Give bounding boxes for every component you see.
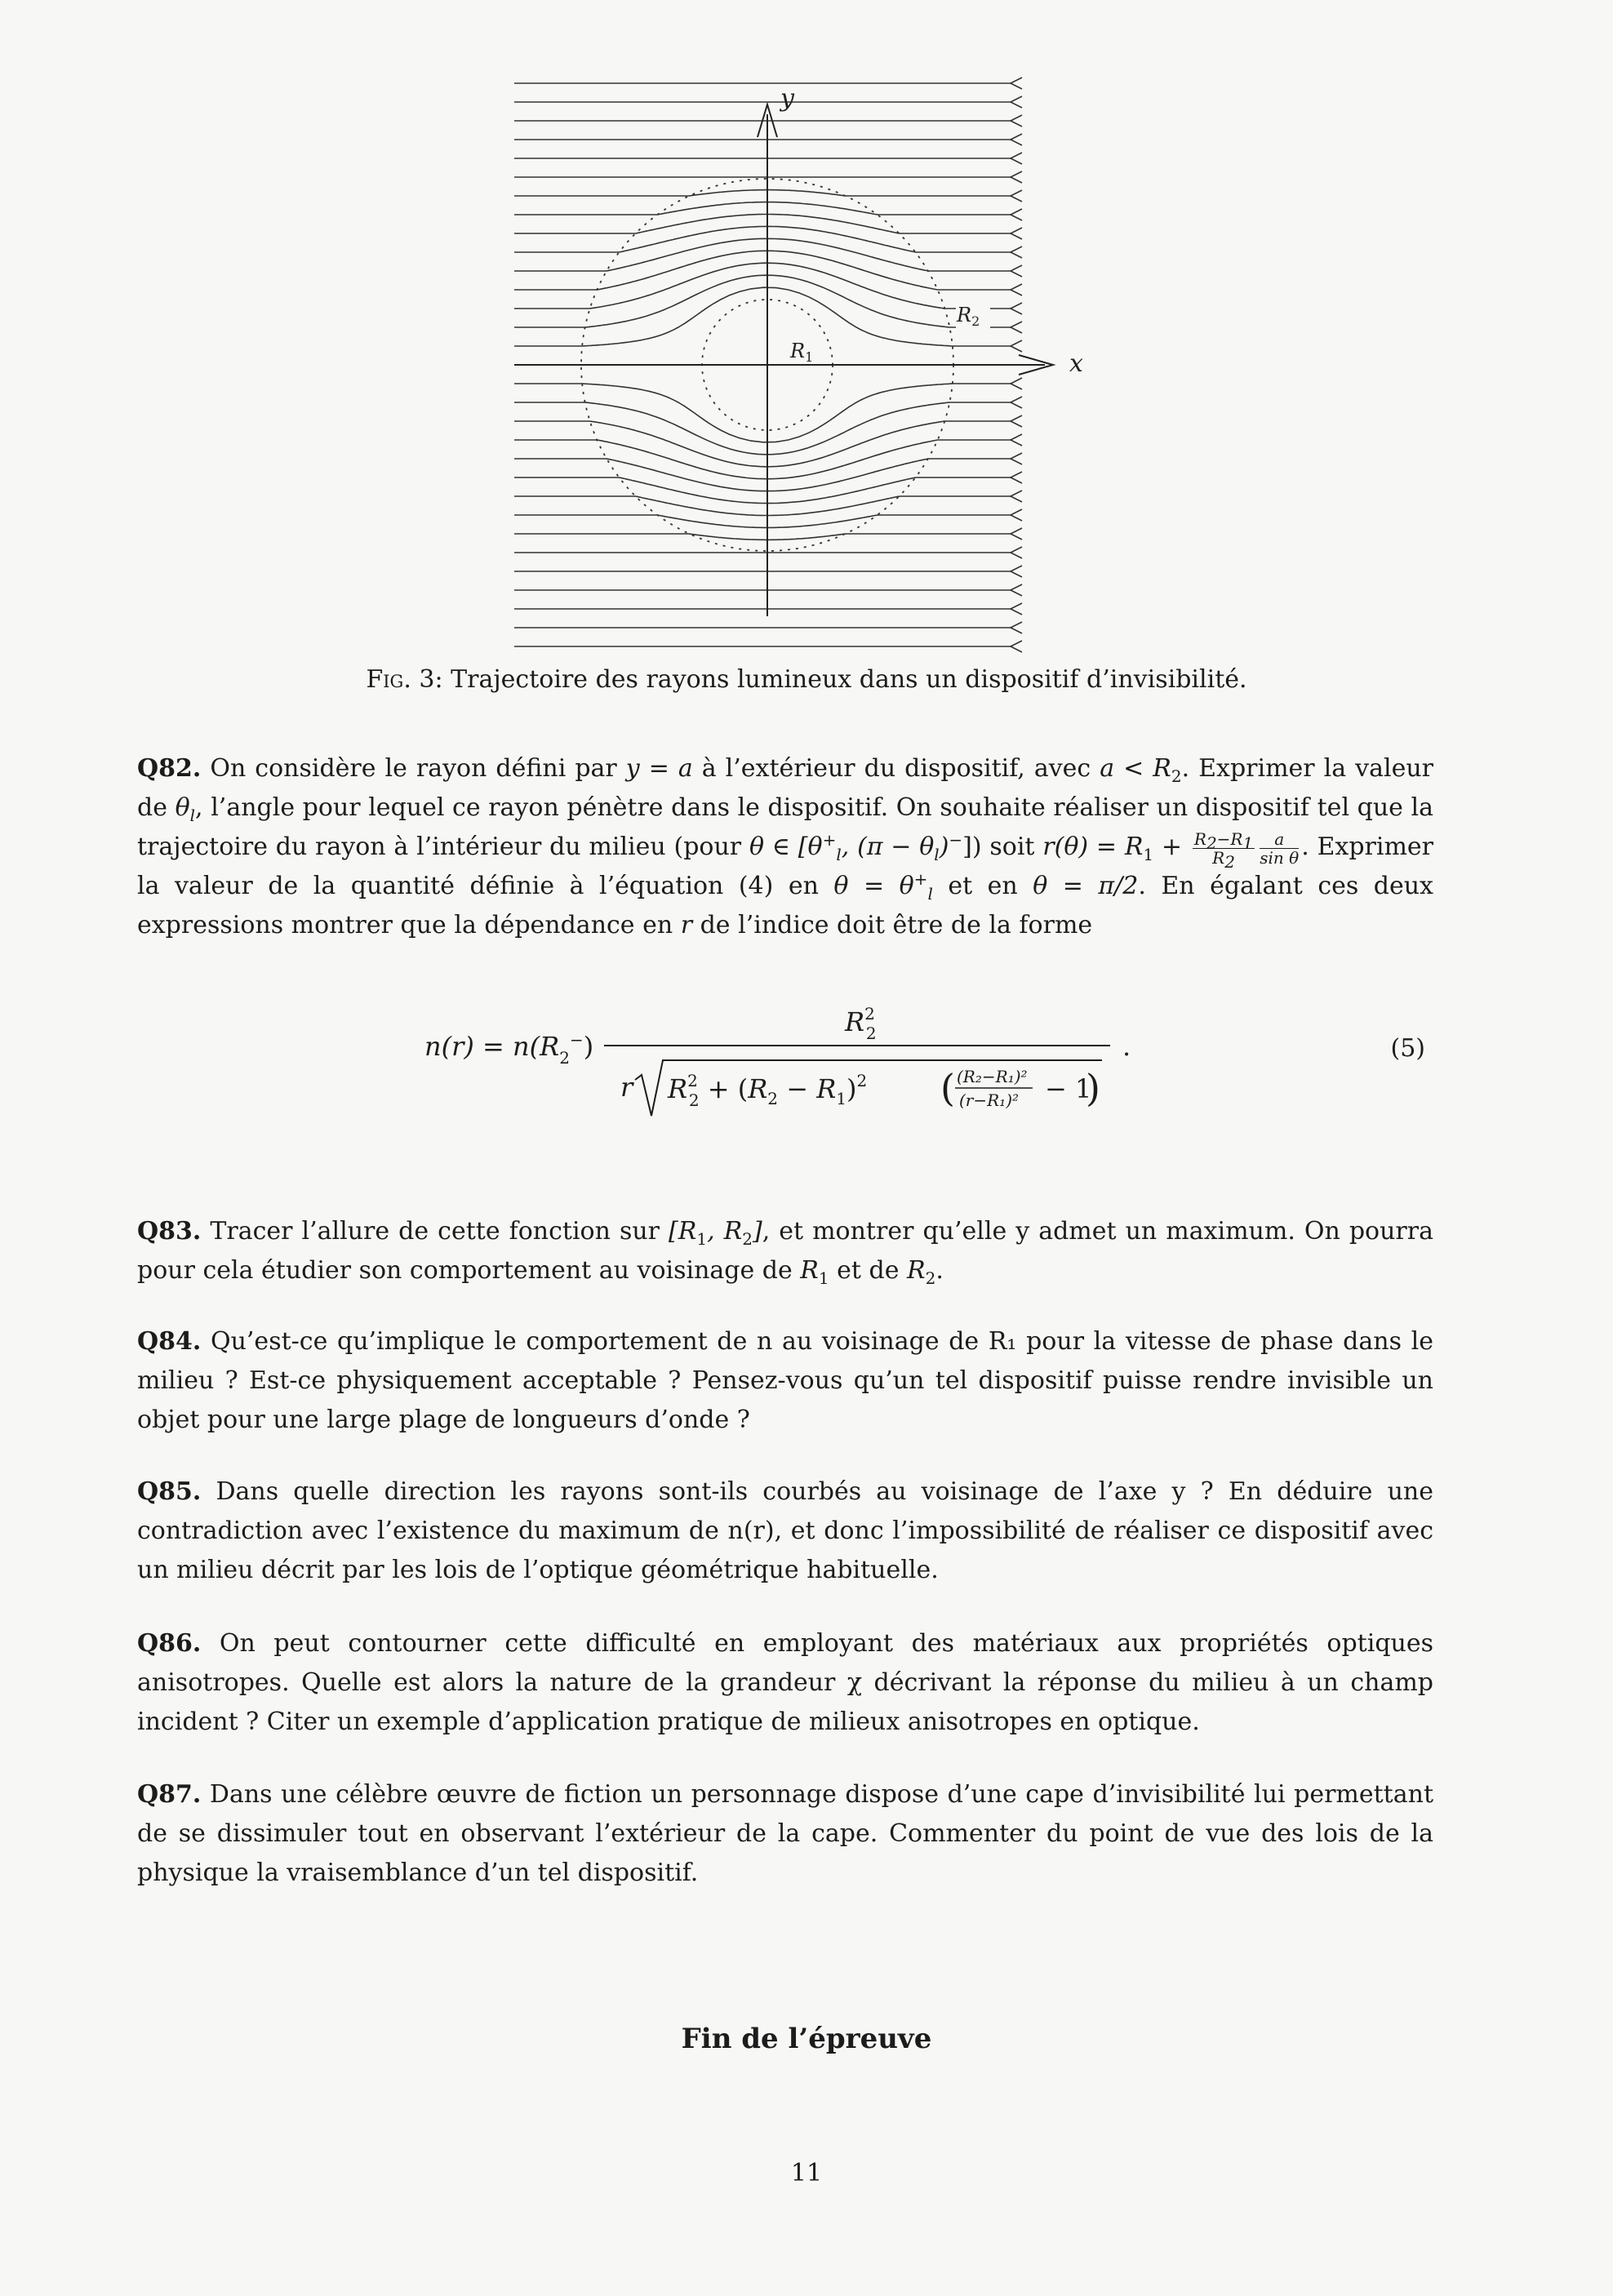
ray-arrow-icon	[1011, 134, 1022, 145]
light-ray	[514, 421, 1012, 467]
caption-text: Trajectoire des rayons lumineux dans un dispositif d’invisibilité.	[451, 665, 1247, 694]
ray-arrow-icon	[1011, 566, 1022, 577]
question-q84	[137, 1322, 1433, 1440]
question-id: Q82.	[137, 754, 202, 783]
light-ray	[514, 215, 1012, 234]
ray-arrow-icon	[1011, 322, 1022, 333]
q83-math: [R	[669, 1217, 697, 1246]
ray-arrow-icon	[1011, 584, 1022, 596]
light-ray	[514, 190, 1012, 196]
q83-text: et de	[829, 1256, 908, 1285]
q82-text: . Exprimer la valeur de	[137, 754, 1433, 822]
question-text: Dans quelle direction les rayons sont-ils courbés au voisinage de l’axe y ? En déduire une contradiction avec l’existence du maximum de n(r), et donc l’impossibilité de réaliser ce dispositif avec un milieu décrit par les lois de l’optique géométrique habituelle.	[137, 1477, 1433, 1584]
q83-math: , R	[707, 1217, 743, 1246]
question-q82: Q82. On considère le rayon défini par y = a à l’extérieur du dispositif, avec $a < R_2$. Exprimer la valeur de $\theta_l$, l’angle pour lequel ce rayon pénètre dans le dispositif. On souhaite réaliser un dispositif tel que la trajectoire du rayon à l’intérieur du milieu (pour θ ∈ [$\theta^+_l$, $(\pi - \theta_l)^-$]) soit $r(\theta) = R_1$ + $\frac{R_2-R_1}{R_2}$ $\frac{a}{\text{sin θ}}$ . Exprimer la valeur de la quantité définie à l’équation (4) en $\theta = \theta^+_l$ et en θ = π/2. En égalant ces deux expressions montrer que la dépendance en r de l’indice doit être de la forme	[137, 754, 1434, 939]
q82-text: à l’extérieur du dispositif, avec	[692, 754, 1100, 783]
q82-math: y = a	[625, 754, 693, 783]
ray-arrow-icon	[1011, 509, 1022, 521]
svg-text:r: r	[620, 1072, 633, 1103]
svg-text:): )	[1086, 1066, 1100, 1110]
label-r2-sub: 2	[971, 313, 980, 329]
ray-arrow-icon	[1011, 547, 1022, 558]
ray-arrow-icon	[1011, 171, 1022, 183]
ray-arrow-icon	[1011, 115, 1022, 127]
question-text: On peut contourner cette difficulté en employant des matériaux aux propriétés optiques anisotropes. Quelle est alors la nature de la grandeur χ décrivant la réponse du milieu à un champ incident ? Citer un exemple d’application pratique de milieux anisotropes en optique.	[137, 1629, 1433, 1736]
question-id: Q83.	[137, 1217, 202, 1246]
light-ray	[514, 226, 1012, 252]
equation-numerator: R	[845, 1006, 865, 1037]
light-ray	[514, 515, 1012, 527]
light-ray	[514, 477, 1012, 504]
question-q85	[137, 1472, 1433, 1590]
ray-arrow-icon	[1011, 491, 1022, 502]
ray-arrow-icon	[1011, 96, 1022, 108]
x-axis-label: x	[1069, 349, 1083, 378]
q82-text: +	[1153, 833, 1190, 861]
ray-arrow-icon	[1011, 190, 1022, 202]
svg-text:(r−R₁)²: (r−R₁)²	[959, 1090, 1020, 1110]
q82-text: , l’angle pour lequel ce rayon pénètre dans le dispositif. On souhaite réaliser un dispositif tel que la trajectoire du rayon à l’intérieur du milieu (pour	[137, 793, 1434, 861]
light-ray	[514, 384, 1012, 442]
q82-text: . Exprimer la valeur de la quantité définie à l’équation (4) en	[137, 833, 1434, 900]
ray-arrow-icon	[1011, 415, 1022, 427]
q83-math: R	[800, 1256, 819, 1285]
q82-math: θ = θ	[833, 872, 914, 900]
ray-arrow-icon	[1011, 641, 1022, 652]
ray-arrow-icon	[1011, 303, 1022, 314]
q83-math: ]	[752, 1217, 762, 1246]
ray-arrow-icon	[1011, 284, 1022, 295]
figure-caption	[0, 665, 1613, 694]
q83-text: , et montrer qu’elle y admet un maximum. On pourra pour cela étudier son comportement au voisinage de	[137, 1217, 1433, 1285]
svg-text:R22: $R^2$ 2	[845, 1004, 877, 1043]
label-r2-letter: R	[957, 304, 972, 326]
ray-arrow-icon	[1011, 246, 1022, 258]
ray-arrow-icon	[1011, 472, 1022, 483]
light-ray	[514, 402, 1012, 455]
q83-math: R	[907, 1256, 926, 1285]
question-q87	[137, 1775, 1433, 1893]
y-axis-label: y	[780, 84, 794, 113]
ray-arrow-icon	[1011, 78, 1022, 89]
fraction: $\frac{a}{\text{sin θ}}$	[1260, 828, 1300, 868]
svg-text:(: (	[940, 1066, 955, 1110]
label-r1	[788, 336, 824, 365]
ray-arrow-icon	[1011, 622, 1022, 633]
equation-body	[424, 984, 1159, 1122]
question-id: Q87.	[137, 1780, 202, 1809]
fraction: $\frac{R_2-R_1}{R_2}$	[1193, 828, 1254, 872]
q82-math: )	[939, 833, 949, 861]
label-r2	[956, 300, 990, 329]
svg-text:.: .	[1122, 1031, 1131, 1062]
q82-text: de l’indice doit être de la forme	[692, 911, 1093, 939]
light-ray	[514, 459, 1012, 491]
ray-arrow-icon	[1011, 603, 1022, 615]
q82-math: r(θ) = R	[1042, 833, 1144, 861]
question-q86	[137, 1624, 1433, 1742]
ray-arrow-icon	[1011, 265, 1022, 277]
light-ray	[514, 263, 1012, 309]
ray-arrow-icon	[1011, 340, 1022, 352]
q82-math: θ ∈ [θ	[749, 833, 823, 861]
light-ray	[514, 534, 1012, 540]
svg-text:n(r) = n(R2−): $n(r) = n(R_2^-)$	[424, 1030, 594, 1068]
light-ray	[514, 251, 1012, 290]
svg-text:− 1: − 1	[1045, 1073, 1092, 1104]
question-text: Dans une célèbre œuvre de fiction un personnage dispose d’une cape d’invisibilité lui permettant de se dissimuler tout en observant l’extérieur de la cape. Commenter du point de vue des lois de la physique la vraisemblance d’un tel dispositif.	[137, 1780, 1434, 1887]
ray-arrow-icon	[1011, 209, 1022, 220]
light-ray	[514, 275, 1012, 327]
label-r1-letter: R	[790, 340, 806, 362]
question-q83: Q83. Tracer l’allure de cette fonction sur [$R_1$, $R_2$], et montrer qu’elle y admet un maximum. On pourra pour cela étudier son comportement au voisinage de $R_1$ et de $R_2$.	[137, 1217, 1433, 1288]
question-id: Q86.	[137, 1629, 202, 1658]
caption-prefix: Fig. 3:	[366, 665, 443, 694]
page-number: 11	[790, 2159, 823, 2187]
q82-math: θ = π/2	[1033, 872, 1139, 900]
light-ray	[514, 287, 1012, 346]
ray-arrow-icon	[1011, 228, 1022, 239]
q82-math: r	[680, 911, 693, 939]
question-id: Q85.	[137, 1477, 202, 1506]
ray-arrow-icon	[1011, 453, 1022, 464]
question-text: Qu’est-ce qu’implique le comportement de n au voisinage de R₁ pour la vitesse de phase dans le milieu ? Est-ce physiquement acceptable ? Pensez-vous qu’un tel dispositif puisse rendre invisible un objet pour une large plage de longueurs d’onde ?	[137, 1327, 1433, 1434]
ray-trajectory-figure	[490, 82, 1083, 620]
light-ray	[514, 440, 1012, 479]
q82-text: On considère le rayon défini par	[210, 754, 626, 783]
end-of-exam: Fin de l’épreuve	[681, 2023, 932, 2055]
svg-text:R22 + (R2 − R1)2: $R^2$ $2 + (R_2 - R_1)^2$	[668, 1071, 868, 1110]
svg-text:(R₂−R₁)²: (R₂−R₁)²	[957, 1067, 1028, 1086]
light-ray	[514, 202, 1012, 215]
q82-math: a < R	[1100, 754, 1171, 783]
light-ray	[514, 238, 1012, 271]
ray-arrow-icon	[1011, 378, 1022, 389]
question-id: Q84.	[137, 1327, 202, 1356]
equation-number: (5)	[1390, 1034, 1425, 1063]
q82-text: et en	[932, 872, 1033, 900]
q82-text: . En égalant ces deux expressions montrer que la dépendance en	[137, 872, 1433, 939]
label-r1-sub: 1	[805, 349, 814, 365]
ray-arrow-icon	[1011, 528, 1022, 540]
light-ray	[514, 496, 1012, 516]
ray-arrow-icon	[1011, 434, 1022, 446]
ray-arrow-icon	[1011, 397, 1022, 408]
ray-arrow-icon	[1011, 153, 1022, 164]
q83-text: Tracer l’allure de cette fonction sur	[210, 1217, 669, 1246]
equation-5	[0, 984, 1613, 1122]
q82-math: , (π − θ	[841, 833, 935, 861]
q83-text: .	[935, 1256, 944, 1285]
equation-lhs: n(r) = n(R	[424, 1031, 560, 1062]
q82-text: ]) soit	[962, 833, 1043, 861]
